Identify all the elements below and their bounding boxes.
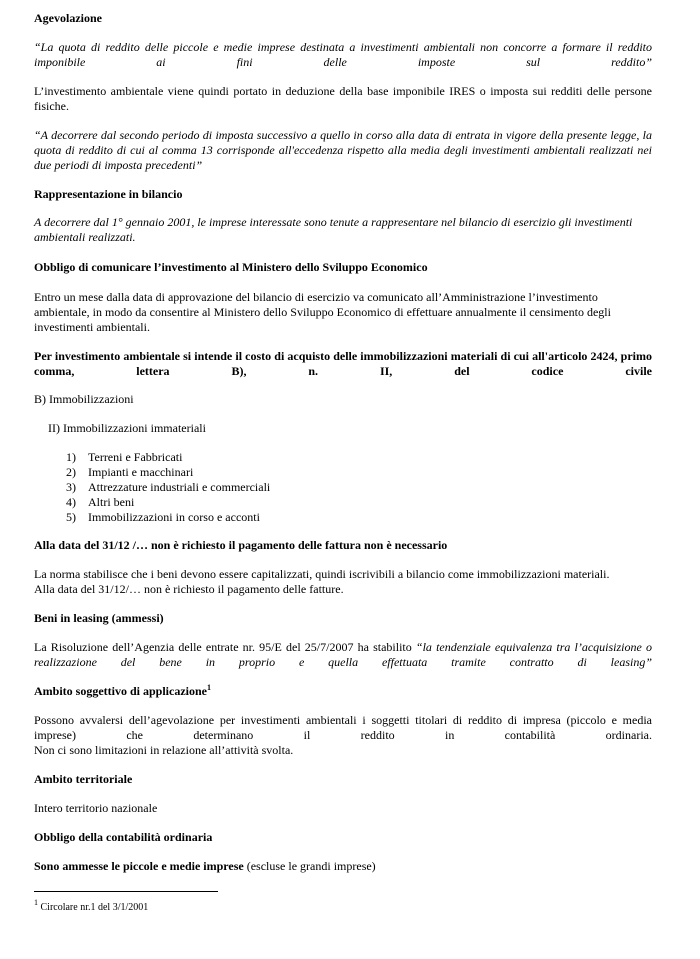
paragraph-imprese-ammesse: Sono ammesse le piccole e medie imprese (escluse le grandi imprese) [34, 859, 376, 873]
immobilizzazioni-list [66, 450, 270, 525]
paragraph-pagamento-fatture: Alla data del 31/12/… non è richiesto il pagamento delle fatture. [34, 582, 344, 596]
footnote-number: 1 [34, 898, 38, 907]
heading-beni-leasing: Beni in leasing (ammessi) [34, 611, 164, 625]
footnote-divider [34, 891, 218, 892]
quote-bilancio: A decorrere dal 1° gennaio 2001, le imprese interessate sono tenute a rappresentare nel bilancio di esercizio gli investimenti ambientali realizzati. [34, 215, 633, 244]
footnote-text: Circolare nr.1 del 3/1/2001 [40, 902, 149, 913]
paragraph-deduzione: L’investimento ambientale viene quindi portato in deduzione della base imponibile IRES o imposta sui redditi delle persone fisiche. [34, 84, 652, 113]
heading-pagamento: Alla data del 31/12 /… non è richiesto il pagamento delle fattura non è necessario [34, 538, 448, 552]
heading-obbligo-ministero: Obbligo di comunicare l’investimento al Ministero dello Sviluppo Economico [34, 260, 428, 274]
list-level-immobilizzazioni: B) Immobilizzazioni [34, 392, 134, 406]
paragraph-comunicazione: Entro un mese dalla data di approvazione del bilancio di esercizio va comunicato all’Amministrazione l’investimento ambientale, in modo da consentire al Ministero dello Sviluppo Economico di effettuare annualmente il censimento degli investimenti ambientali. [34, 290, 611, 334]
heading-contabilita-ordinaria: Obbligo della contabilità ordinaria [34, 830, 213, 844]
paragraph-risoluzione: La Risoluzione dell’Agenzia delle entrate nr. 95/E del 25/7/2007 ha stabilito “la tendenziale equivalenza tra l’acquisizione o realizzazione del bene in proprio e quella effettuata tramite contratto di leasing” [34, 640, 652, 669]
paragraph-territorio: Intero territorio nazionale [34, 801, 158, 815]
list-level-immateriali: II) Immobilizzazioni immateriali [48, 421, 206, 435]
list-item: 5) Immobilizzazioni in corso e acconti [66, 510, 260, 524]
heading-ambito-soggettivo: Ambito soggettivo di applicazione$^1$ [34, 683, 211, 698]
list-item: 1) Terreni e Fabbricati [66, 450, 183, 464]
list-item: 2) Impianti e macchinari [66, 465, 194, 479]
heading-agevolazione: Agevolazione [34, 11, 102, 25]
quote-agevolazione: “La quota di reddito delle piccole e medie imprese destinata a investimenti ambientali non concorre a formare il reddito imponibile ai fini delle imposte sul reddito” [34, 40, 652, 69]
paragraph-soggetti: Possono avvalersi dell’agevolazione per investimenti ambientali i soggetti titolari di reddito di impresa (piccolo e media imprese) che determinano il reddito in contabilità ordinaria. [34, 713, 652, 742]
heading-ambito-territoriale: Ambito territoriale [34, 772, 133, 786]
list-item: 3) Attrezzature industriali e commerciali [66, 480, 271, 494]
paragraph-limitazioni: Non ci sono limitazioni in relazione all’attività svolta. [34, 743, 294, 757]
paragraph-capitalizzazione: La norma stabilisce che i beni devono essere capitalizzati, quindi iscrivibili a bilancio come immobilizzazioni materiali. [34, 567, 610, 581]
footnote-ref[interactable]: 1 [207, 683, 211, 692]
heading-rappresentazione-bilancio: Rappresentazione in bilancio [34, 187, 183, 201]
heading-definizione-investimento: Per investimento ambientale si intende il costo di acquisto delle immobilizzazioni materiali di cui all'articolo 2424, primo comma, lettera B), n. II, del codice civile [34, 349, 652, 378]
list-item: 4) Altri beni [66, 495, 135, 509]
footnote [34, 898, 149, 914]
quote-periodo-imposta: “A decorrere dal secondo periodo di imposta successivo a quello in corso alla data di entrata in vigore della presente legge, la quota di reddito di cui al comma 13 corrisponde all'eccedenza rispetto alla media degli investimenti ambientali realizzati nei due periodi di imposta precedenti” [34, 128, 652, 172]
